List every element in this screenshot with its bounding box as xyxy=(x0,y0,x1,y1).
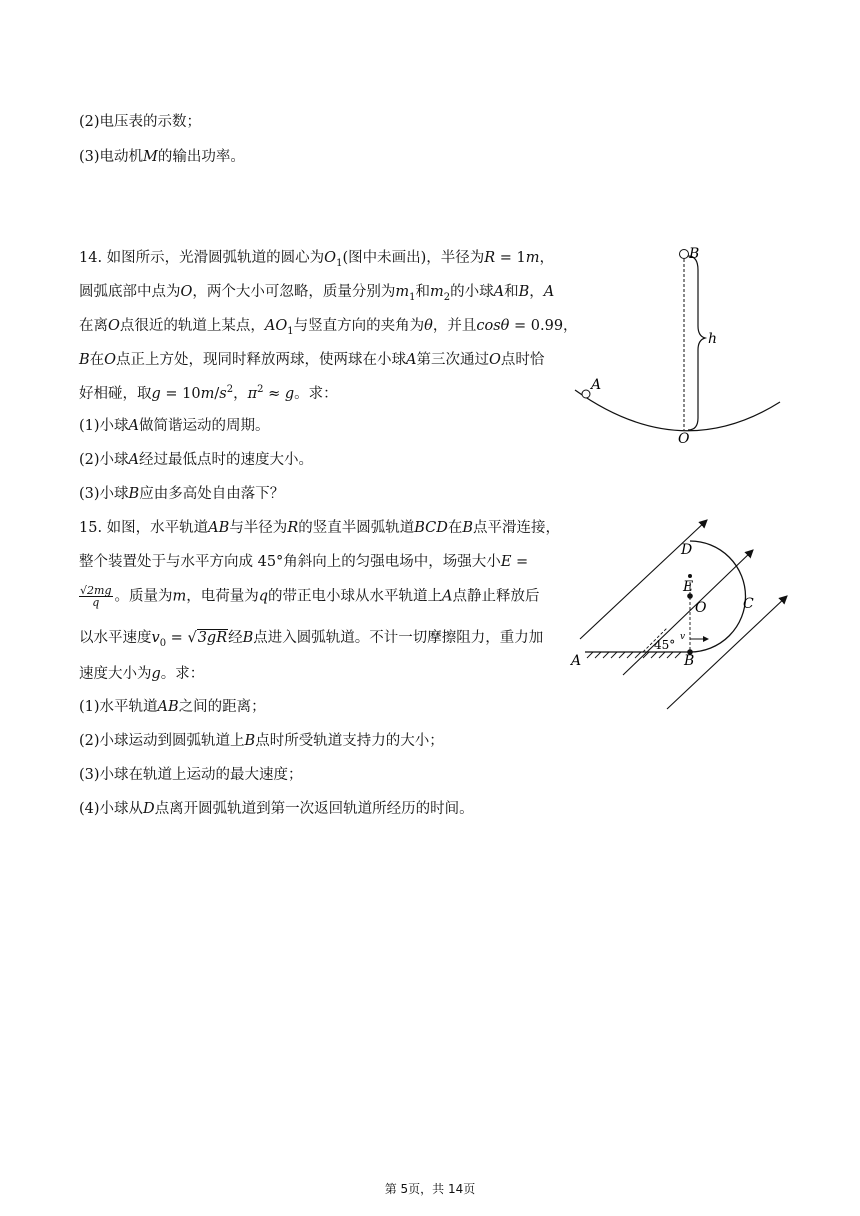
q15-label-b: B xyxy=(684,653,695,669)
q14-sub2: (2)小球A经过最低点时的速度大小。 xyxy=(79,452,314,468)
q15-label-angle: 45° xyxy=(654,638,676,652)
q15-label-e: E xyxy=(683,579,694,595)
q14-line-3: 在离O点很近的轨道上某点，$AO_1$与竖直方向的夹角为θ，并且cosθ = 0.99， xyxy=(79,318,578,337)
q15-label-v: v xyxy=(680,632,686,642)
q15-line-2: 整个装置处于与水平方向成 45°角斜向上的匀强电场中，场强大小E = xyxy=(79,554,529,570)
q15-sub4: (4)小球从D点离开圆弧轨道到第一次返回轨道所经历的时间。 xyxy=(79,801,474,817)
q15-label-d: D xyxy=(681,542,693,558)
q15-label-o: O xyxy=(695,600,707,616)
q15-label-a: A xyxy=(571,653,582,669)
q14-line-2: 圆弧底部中点为O，两个大小可忽略，质量分别为$m_1$和$m_2$的小球A和B，A xyxy=(79,284,555,303)
q13-sub3: (3)电动机M的输出功率。 xyxy=(79,149,245,165)
q15-sub1: (1)水平轨道AB之间的距离； xyxy=(79,699,266,715)
q14-line-4: B在O点正上方处，现同时释放两球，使两球在小球A第三次通过O点时恰 xyxy=(79,352,545,368)
page-footer: 第 5页，共 14页 xyxy=(384,1182,476,1196)
q15-line-1: 15. 如图，水平轨道AB与半径为R的竖直半圆弧轨道BCD在B点平滑连接， xyxy=(79,520,561,536)
q14-label-b: B xyxy=(689,246,700,262)
q14-figure xyxy=(565,240,790,450)
q13-sub2: (2)电压表的示数； xyxy=(79,114,202,130)
q15-sub2: (2)小球运动到圆弧轨道上B点时所受轨道支持力的大小； xyxy=(79,733,444,749)
q15-sub3: (3)小球在轨道上运动的最大速度； xyxy=(79,767,303,783)
q15-line-5: 速度大小为g。求： xyxy=(79,666,205,682)
q14-label-a: A xyxy=(591,377,602,393)
q15-label-c: C xyxy=(743,596,754,612)
q15-line-4: 以水平速度$v_0 = √3gR$经B点进入圆弧轨道。不计一切摩擦阻力，重力加 xyxy=(79,630,544,649)
q14-label-o: O xyxy=(678,431,690,447)
q14-sub1: (1)小球A做简谐运动的周期。 xyxy=(79,418,270,434)
q15-line-3: $\frac{√2mg}{q}$ 。质量为m，电荷量为q的带正电小球从水平轨道上A点静止释放后 xyxy=(80,584,540,609)
q14-sub3: (3)小球B应由多高处自由落下？ xyxy=(79,486,285,502)
q14-label-h: h xyxy=(708,331,718,347)
q14-line-5: 好相碰，取$g = 10m/s^2$，$\pi^2 \approx g$。求： xyxy=(79,384,338,402)
q14-line-1: 14. 如图所示，光滑圆弧轨道的圆心为$O_1$(图中未画出)，半径为R = 1m， xyxy=(79,250,555,269)
q15-figure xyxy=(565,512,795,712)
